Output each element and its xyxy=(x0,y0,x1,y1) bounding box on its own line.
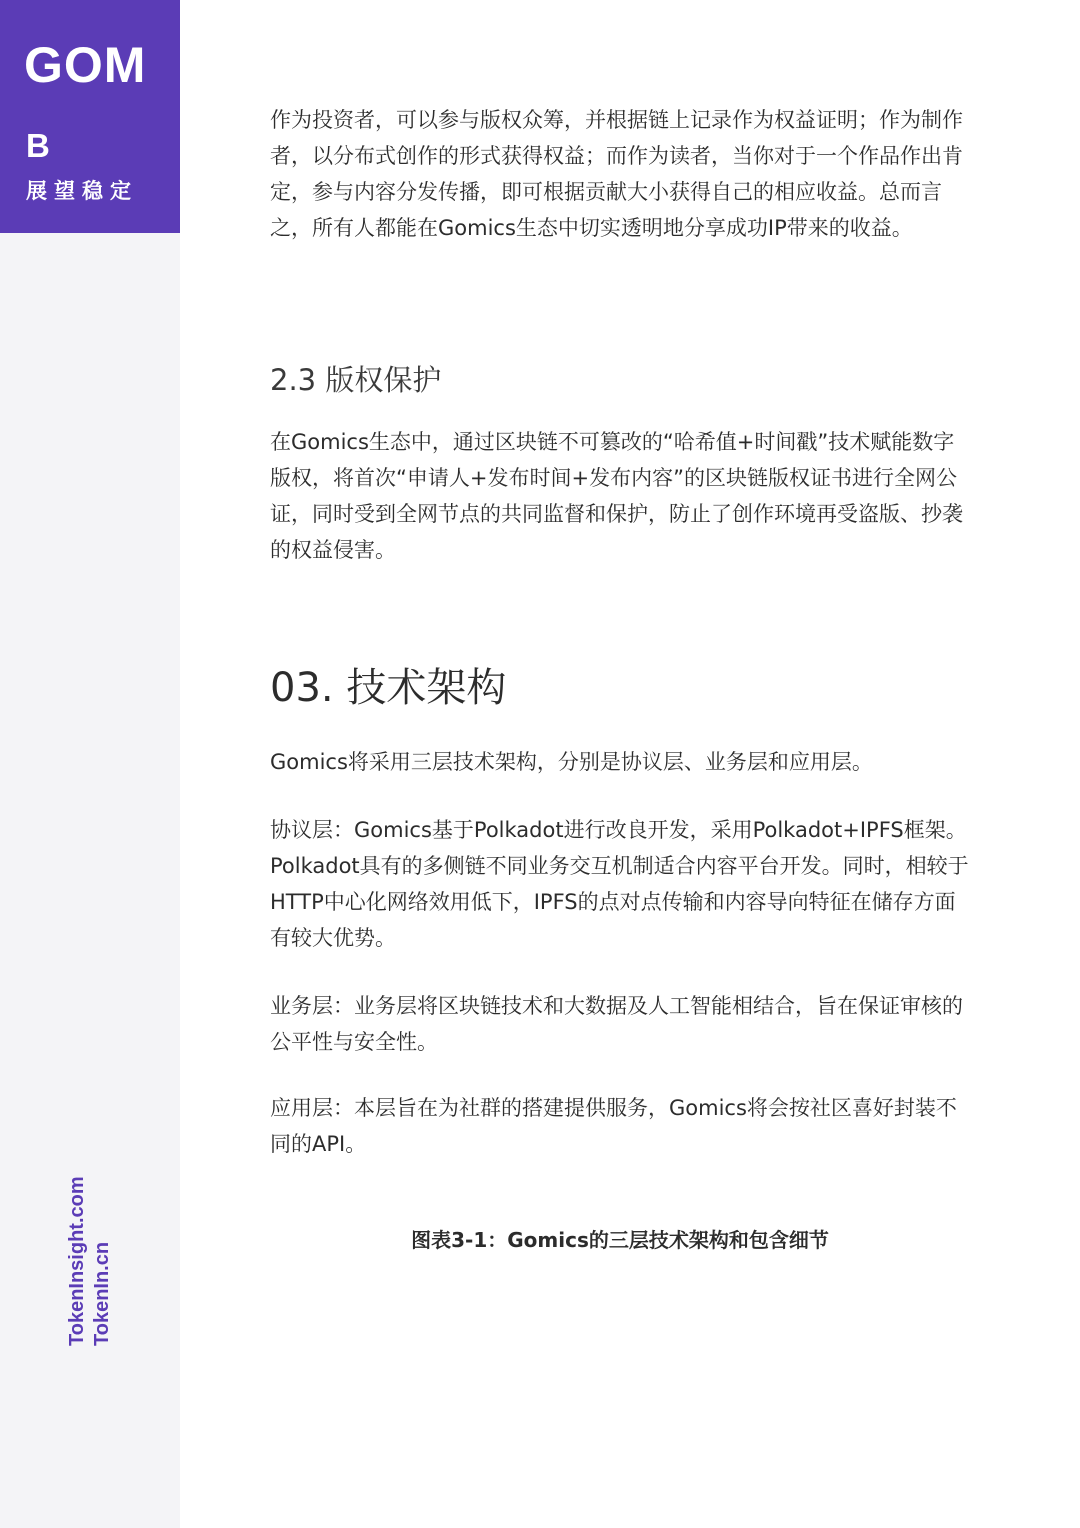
url-primary: TokenInsight.com xyxy=(66,1176,88,1346)
application-layer-paragraph: 应用层：本层旨在为社群的搭建提供服务，Gomics将会按社区喜好封装不同的API。 xyxy=(270,1096,957,1156)
chapter-heading: 03. 技术架构 xyxy=(270,665,507,711)
business-layer-paragraph: 业务层：业务层将区块链技术和大数据及人工智能相结合，旨在保证审核的公平性与安全性。 xyxy=(270,994,963,1054)
copyright-paragraph: 在Gomics生态中，通过区块链不可篡改的“哈希值+时间戳”技术赋能数字版权，将首次“申请人+发布时间+发布内容”的区块链版权证书进行全网公证，同时受到全网节点的共同监督和保护，防止了创作环境再受盗版、抄袭的权益侵害。 xyxy=(270,430,963,562)
section-heading-2-3: 2.3 版权保护 xyxy=(270,363,442,397)
protocol-layer-paragraph: 协议层：Gomics基于Polkadot进行改良开发，采用Polkadot+IPFS框架。Polkadot具有的多侧链不同业务交互机制适合内容平台开发。同时，相较于HTTP中心化网络效用低下，IPFS的点对点传输和内容导向特征在储存方面有较大优势。 xyxy=(270,818,969,950)
brand-subtitle: 展望稳定 xyxy=(26,179,138,203)
left-sidebar xyxy=(0,0,180,1528)
architecture-intro: Gomics将采用三层技术架构，分别是协议层、业务层和应用层。 xyxy=(270,750,873,774)
intro-paragraph: 作为投资者，可以参与版权众筹，并根据链上记录作为权益证明；作为制作者，以分布式创作的形式获得权益；而作为读者，当你对于一个作品作出肯定，参与内容分发传播，即可根据贡献大小获得自己的相应收益。总而言之，所有人都能在Gomics生态中切实透明地分享成功IP带来的收益。 xyxy=(270,108,963,240)
brand-title: GOM xyxy=(24,37,147,93)
figure-caption: 图表3-1：Gomics的三层技术架构和包含细节 xyxy=(411,1228,829,1252)
site-urls xyxy=(65,1156,115,1346)
brand-block xyxy=(0,0,180,233)
brand-letter: B xyxy=(26,127,50,164)
url-secondary: TokenIn.cn xyxy=(91,1241,113,1346)
